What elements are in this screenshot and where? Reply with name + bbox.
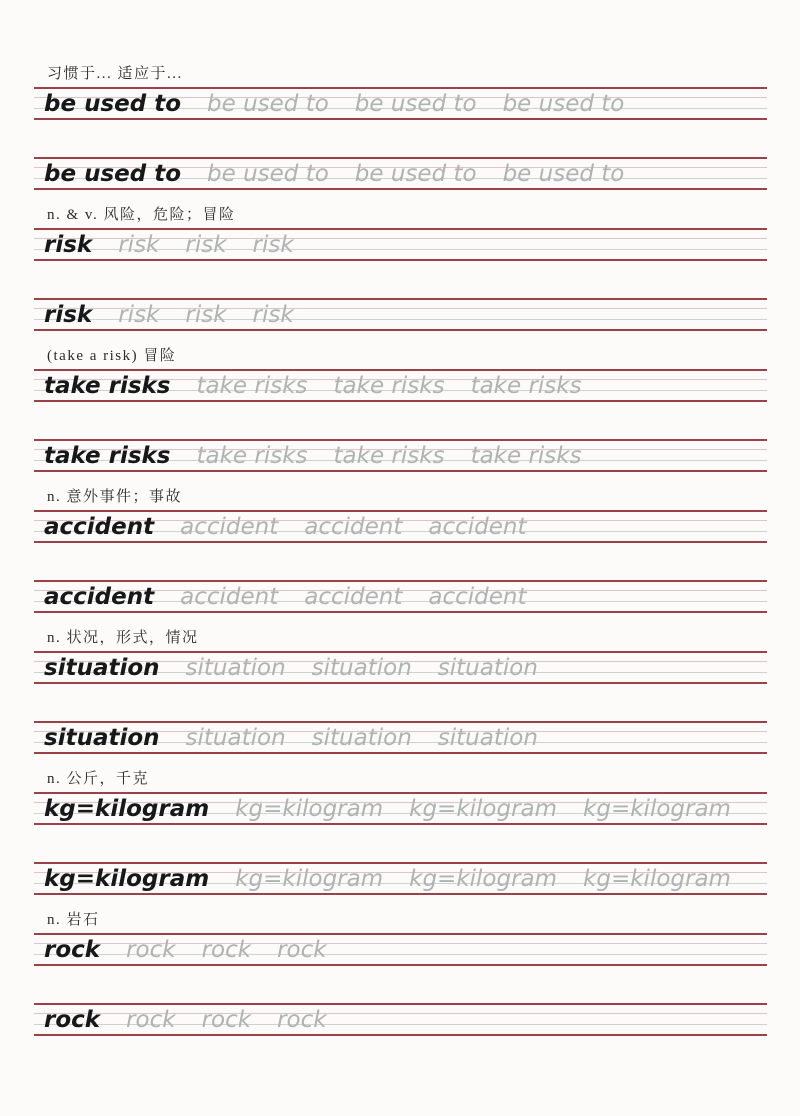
practice-line-first xyxy=(34,510,767,543)
word-row xyxy=(44,298,765,331)
trace-word: rock xyxy=(126,937,176,963)
word-row xyxy=(44,228,765,261)
trace-word: be used to xyxy=(354,161,477,187)
trace-word: take risks xyxy=(470,443,582,469)
word-row xyxy=(44,721,765,754)
trace-word: risk xyxy=(252,302,294,328)
row-spacer xyxy=(34,261,767,298)
trace-word: be used to xyxy=(502,91,625,117)
practice-line-first xyxy=(34,228,767,261)
trace-word: rock xyxy=(277,937,327,963)
word-row xyxy=(44,792,765,825)
definition-label: n. 岩石 xyxy=(47,912,100,928)
vocab-entry xyxy=(34,205,767,346)
trace-word: take risks xyxy=(470,373,582,399)
definition-label: 习惯于... 适应于... xyxy=(47,66,183,82)
practice-line-first xyxy=(34,792,767,825)
practice-line-first xyxy=(34,651,767,684)
trace-word: accident xyxy=(428,514,527,540)
definition-label: n. & v. 风险，危险；冒险 xyxy=(47,207,236,223)
word-row xyxy=(44,580,765,613)
row-spacer xyxy=(34,120,767,157)
trace-word: accident xyxy=(428,584,527,610)
row-spacer xyxy=(34,543,767,580)
definition-label: (take a risk) 冒险 xyxy=(47,348,177,364)
practice-line-second xyxy=(34,1003,767,1036)
model-word: be used to xyxy=(44,91,182,117)
definition-label: n. 意外事件；事故 xyxy=(47,489,183,505)
trace-word: take risks xyxy=(196,373,308,399)
trace-word: be used to xyxy=(354,91,477,117)
trace-word: situation xyxy=(311,725,412,751)
model-word: rock xyxy=(44,937,101,963)
trace-word: kg=kilogram xyxy=(409,796,558,822)
trace-word: risk xyxy=(118,232,160,258)
trace-word: situation xyxy=(185,655,286,681)
trace-word: situation xyxy=(437,655,538,681)
trace-word: situation xyxy=(437,725,538,751)
trace-word: be used to xyxy=(207,91,329,117)
trace-word: risk xyxy=(185,232,227,258)
model-word: situation xyxy=(44,655,160,681)
trace-word: take risks xyxy=(333,443,445,469)
word-row xyxy=(44,510,765,543)
trace-word: kg=kilogram xyxy=(583,796,731,822)
practice-line-first xyxy=(34,369,767,402)
model-word: kg=kilogram xyxy=(44,796,210,822)
trace-word: rock xyxy=(201,1007,252,1033)
practice-line-second xyxy=(34,580,767,613)
row-spacer xyxy=(34,684,767,721)
trace-word: situation xyxy=(311,655,412,681)
trace-word: risk xyxy=(252,232,294,258)
trace-word: accident xyxy=(304,514,403,540)
practice-line-first xyxy=(34,87,767,120)
vocab-entry xyxy=(34,64,767,205)
practice-line-second xyxy=(34,157,767,190)
trace-word: take risks xyxy=(196,443,308,469)
word-row xyxy=(44,439,765,472)
model-word: be used to xyxy=(44,161,182,187)
model-word: take risks xyxy=(44,373,171,399)
vocab-entry xyxy=(34,487,767,628)
trace-word: rock xyxy=(201,937,252,963)
trace-word: kg=kilogram xyxy=(235,796,384,822)
model-word: accident xyxy=(44,514,155,540)
word-row xyxy=(44,862,765,895)
trace-word: be used to xyxy=(502,161,625,187)
trace-word: risk xyxy=(185,302,227,328)
model-word: kg=kilogram xyxy=(44,866,210,892)
trace-word: accident xyxy=(304,584,403,610)
model-word: accident xyxy=(44,584,155,610)
model-word: take risks xyxy=(44,443,171,469)
trace-word: rock xyxy=(277,1007,327,1033)
word-row xyxy=(44,933,765,966)
trace-word: take risks xyxy=(333,373,445,399)
trace-word: rock xyxy=(126,1007,176,1033)
row-spacer xyxy=(34,966,767,1003)
model-word: situation xyxy=(44,725,160,751)
word-row xyxy=(44,1003,765,1036)
row-spacer xyxy=(34,825,767,862)
trace-word: accident xyxy=(180,584,279,610)
definition-label: n. 状况，形式，情况 xyxy=(47,630,199,646)
vocab-entry xyxy=(34,910,767,1051)
practice-line-second xyxy=(34,721,767,754)
practice-line-first xyxy=(34,933,767,966)
practice-line-second xyxy=(34,862,767,895)
vocab-entry xyxy=(34,769,767,910)
model-word: risk xyxy=(44,302,93,328)
definition-label: n. 公斤，千克 xyxy=(47,771,150,787)
trace-word: accident xyxy=(180,514,279,540)
trace-word: kg=kilogram xyxy=(409,866,558,892)
vocab-entry xyxy=(34,628,767,769)
trace-word: be used to xyxy=(207,161,329,187)
word-row xyxy=(44,369,765,402)
trace-word: kg=kilogram xyxy=(235,866,384,892)
trace-word: situation xyxy=(185,725,286,751)
word-row xyxy=(44,157,765,190)
model-word: rock xyxy=(44,1007,101,1033)
vocab-entry xyxy=(34,346,767,487)
word-row xyxy=(44,651,765,684)
trace-word: kg=kilogram xyxy=(583,866,731,892)
model-word: risk xyxy=(44,232,93,258)
row-spacer xyxy=(34,402,767,439)
word-row xyxy=(44,87,765,120)
trace-word: risk xyxy=(118,302,160,328)
practice-line-second xyxy=(34,439,767,472)
practice-line-second xyxy=(34,298,767,331)
